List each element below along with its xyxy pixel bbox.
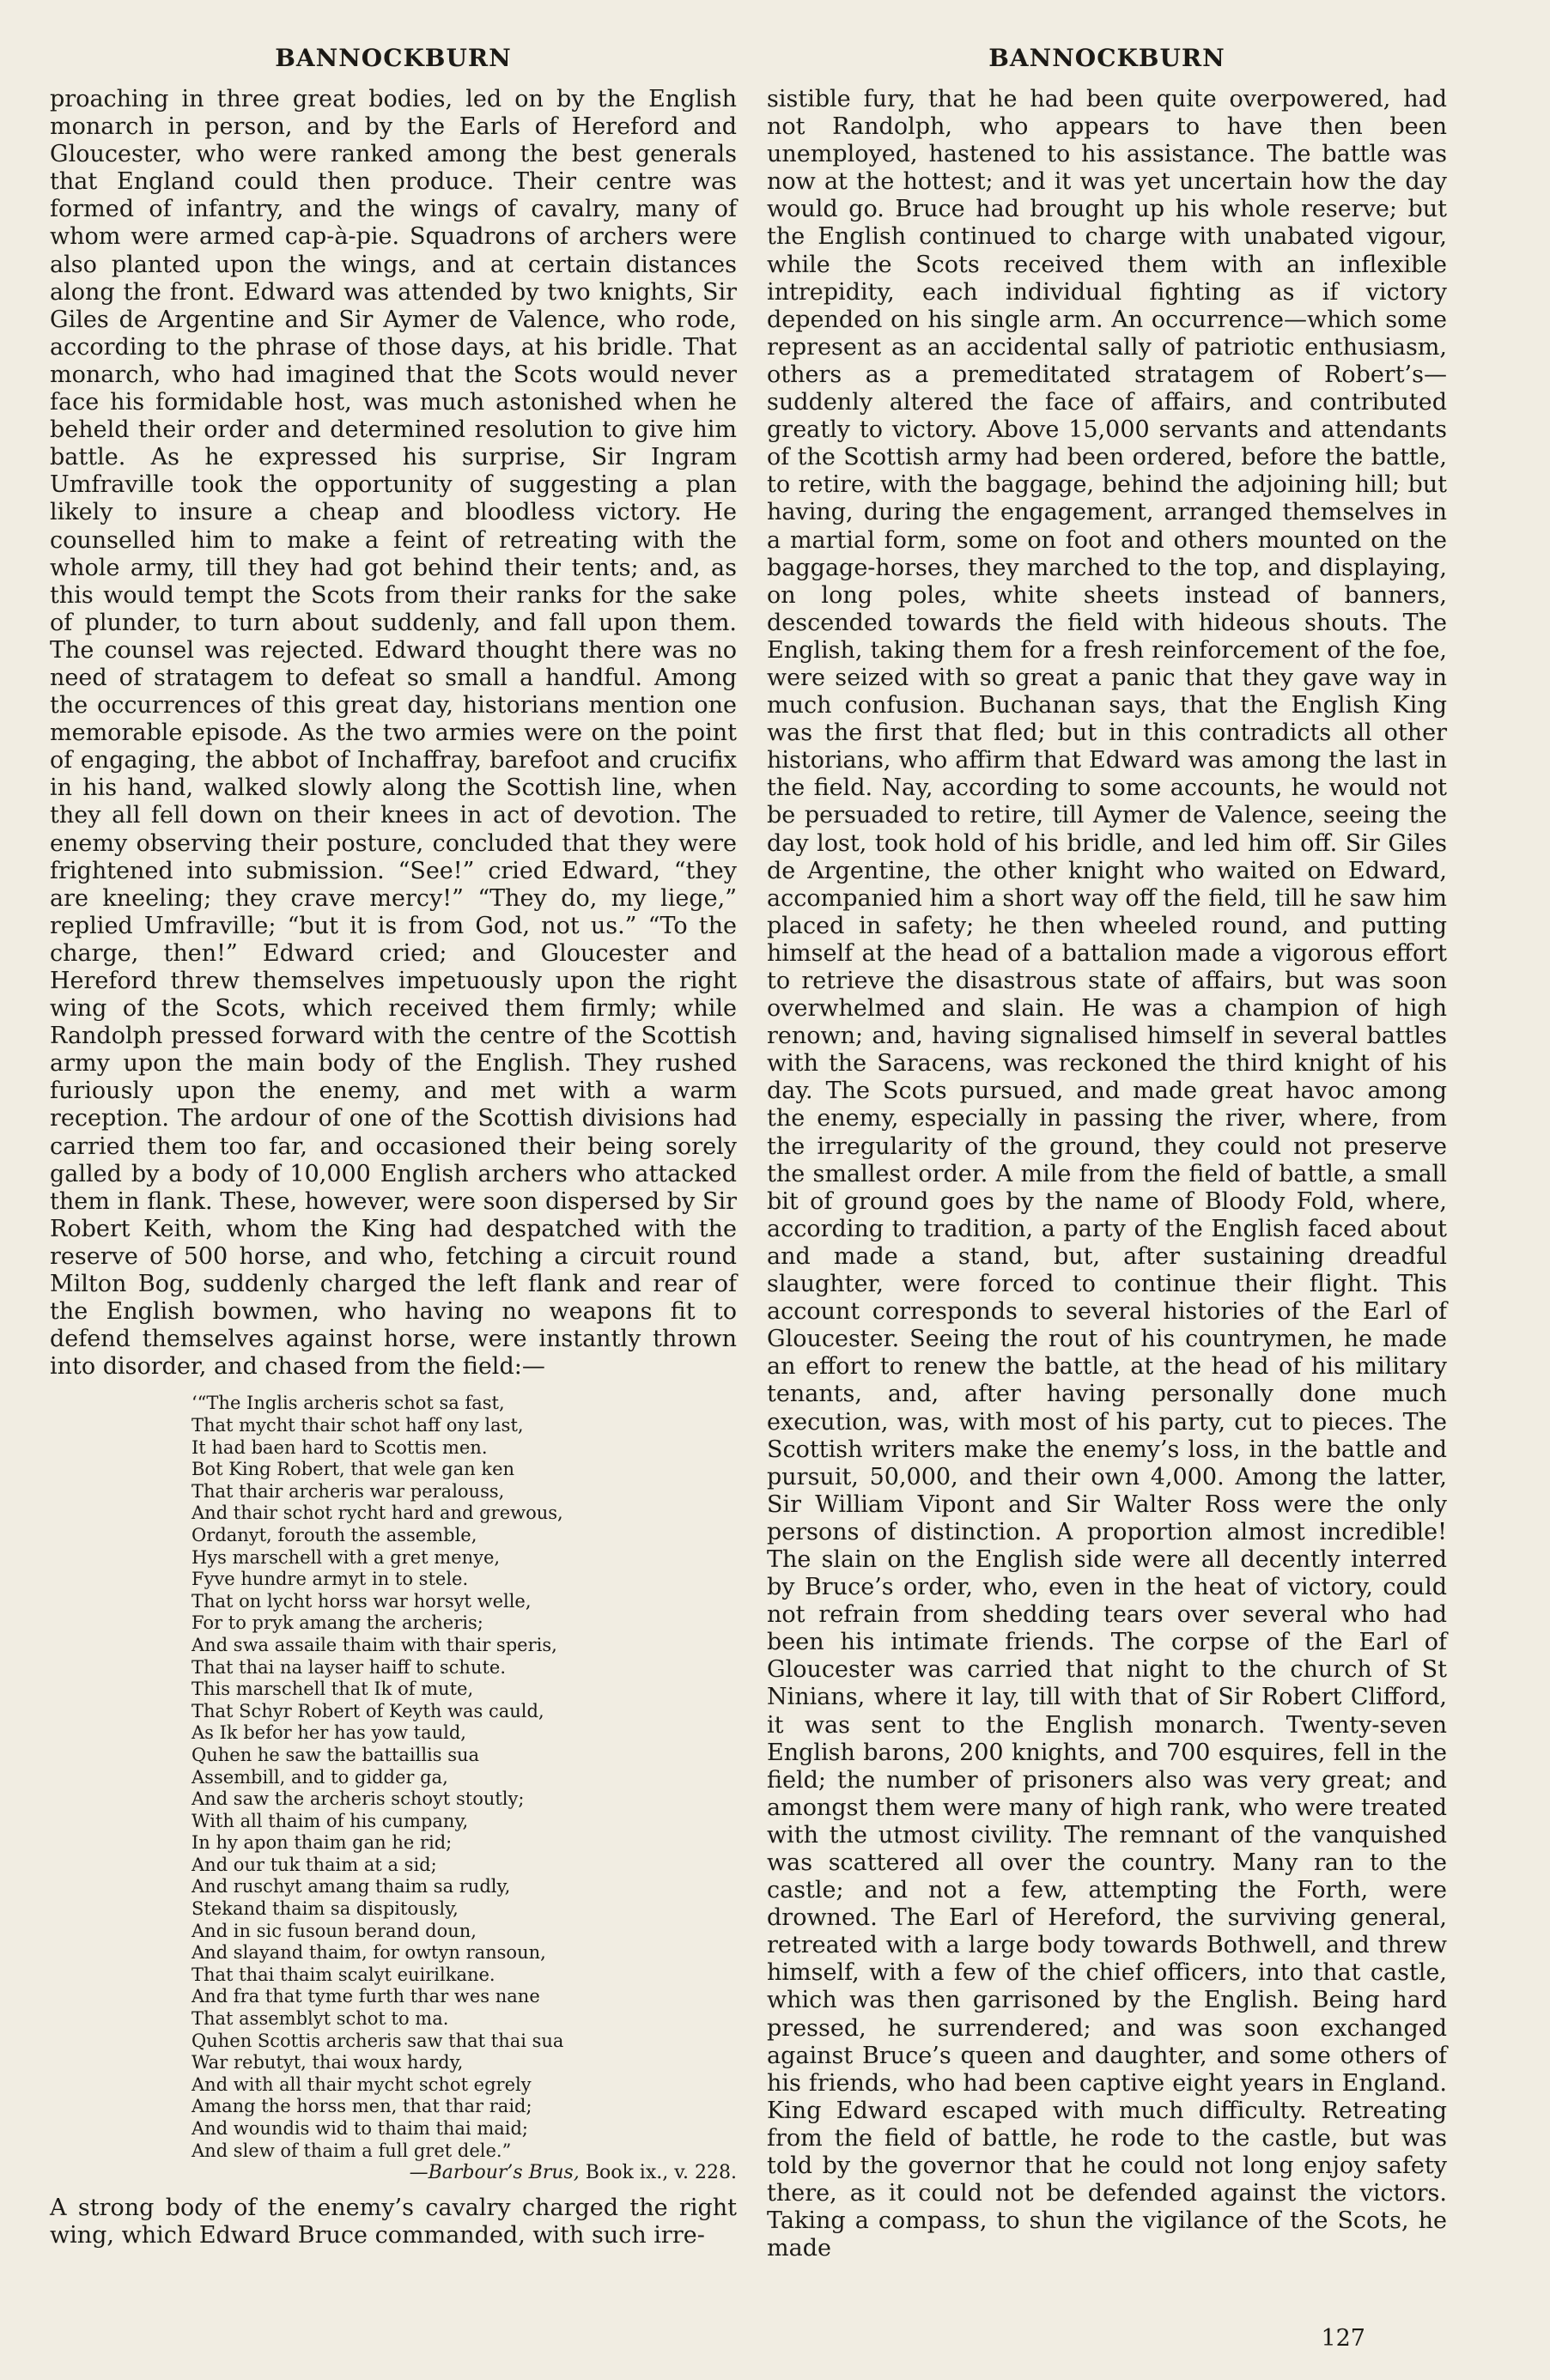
poem-line: Fyve hundre armyt in to stele.	[191, 1569, 469, 1590]
running-header-left: BANNOCKBURN	[275, 44, 512, 72]
poem-line: And in sic fusoun berand doun,	[191, 1920, 477, 1941]
poem-line: Assembill, and to gidder ga,	[191, 1766, 448, 1788]
poem-line: And woundis wid to thaim thai maid;	[191, 2118, 528, 2139]
poem-line: And fra that tyme furth thar wes nane	[191, 1986, 540, 2007]
poem-line: Bot King Robert, that wele gan ken	[191, 1459, 515, 1480]
poem-line: Ordanyt, forouth the assemble,	[191, 1524, 477, 1545]
poem-line: As Ik befor her has yow tauld,	[191, 1722, 466, 1744]
poem-line: And saw the archeris schoyt stoutly;	[191, 1788, 525, 1810]
citation-work: —Barbour’s Brus,	[409, 2162, 580, 2184]
poem-line: And our tuk thaim at a sid;	[191, 1854, 437, 1875]
poem-line: War rebutyt, thai woux hardy,	[191, 2052, 464, 2073]
poem-quotation	[191, 1393, 737, 2183]
poem-line: Hys marschell with a gret menye,	[191, 1546, 501, 1568]
poem-line: Amang the horss men, that thar raid;	[191, 2096, 532, 2117]
running-header-right: BANNOCKBURN	[988, 44, 1225, 72]
left-column	[50, 41, 737, 2249]
poem-line: In hy apon thaim gan he rid;	[191, 1832, 453, 1854]
poem-line: That thai na layser haiff to schute.	[191, 1656, 507, 1678]
page-number: 127	[1321, 2325, 1365, 2352]
poem-line: Quhen he saw the battaillis sua	[191, 1744, 480, 1765]
poem-line: This marschell that Ik of mute,	[191, 1679, 474, 1700]
right-column	[767, 41, 1447, 2262]
poem-line: That thai thaim scalyt euirilkane.	[191, 1964, 495, 1985]
poem-line: That thair archeris war peralouss,	[191, 1480, 505, 1502]
poem-line: Stekand thaim sa dispitously,	[191, 1898, 459, 1920]
poem-line: And ruschyt amang thaim sa rudly,	[191, 1876, 511, 1897]
poem-line: And with all thair mycht schot egrely	[191, 2073, 532, 2095]
paragraph: sistible fury, that he had been quite overpowered, had not Randolph, who appears to have then been unemployed, hastened to his assistance. The battle was now at the hottest; and it was yet uncertain how the day would go. Bruce had brought up his whole reserve; but the English continued to charge with unabated vigour, while the Scots received them with an inflexible intrepidity, each individual fighting as if victory depended on his single arm. An occurrence—which some represent as an accidental sally of patriotic enthusiasm, others as a premeditated stratagem of Robert’s—suddenly altered the face of affairs, and contributed greatly to victory. Above 15,000 servants and attendants of the Scottish army had been ordered, before the battle, to retire, with the baggage, behind the adjoining hill; but having, during the engagement, arranged themselves in a martial form, some on foot and others mounted on the baggage-horses, they marched to the top, and displaying, on long poles, white sheets instead of banners, descended towards the field with hideous shouts. The English, taking them for a fresh reinforcement of the foe, were seized with so great a panic that they gave way in much confusion. Buchanan says, that the English King was the first that fled; but in this contradicts all other historians, who affirm that Edward was among the last in the field. Nay, according to some accounts, he would not be persuaded to retire, till Aymer de Valence, seeing the day lost, took hold of his bridle, and led him off. Sir Giles de Argentine, the other knight who waited on Edward, accompanied him a short way off the field, till he saw him placed in safety; he then wheeled round, and putting himself at the head of a battalion made a vigorous effort to retrieve the disastrous state of affairs, but was soon overwhelmed and slain. He was a champion of high renown; and, having signalised himself in several battles with the Saracens, was reckoned the third knight of his day. The Scots pursued, and made great havoc among the enemy, especially in passing the river, where, from the irregularity of the ground, they could not preserve the smallest order. A mile from the field of battle, a small bit of ground goes by the name of Bloody Fold, where, according to tradition, a party of the English faced about and made a stand, but, after sustaining dreadful slaughter, were forced to continue their flight. This account corresponds to several histories of the Earl of Gloucester. Seeing the rout of his countrymen, he made an effort to renew the battle, at the head of his military tenants, and, after having personally done much execution, was, with most of his party, cut to pieces. The Scottish writers make the enemy’s loss, in the battle and pursuit, 50,000, and their own 4,000. Among the latter, Sir William Vipont and Sir Walter Ross were the only persons of distinction. A proportion almost incredible! The slain on the English side were all decently interred by Bruce’s order, who, even in the heat of victory, could not refrain from shedding tears over several who had been his intimate friends. The corpse of the Earl of Gloucester was carried that night to the church of St Ninians, where it lay, till with that of Sir Robert Clifford, it was sent to the English monarch. Twenty-seven English barons, 200 knights, and 700 esquires, fell in the field; the number of prisoners also was very great; and amongst them were many of high rank, who were treated with the utmost civility. The remnant of the vanquished was scattered all over the country. Many ran to the castle; and not a few, attempting the Forth, were drowned. The Earl of Hereford, the surviving general, retreated with a large body towards Bothwell, and threw himself, with a few of the chief officers, into that castle, which was then garrisoned by the English. Being hard pressed, he surrendered; and was soon exchanged against Bruce’s queen and daughter, and some others of his friends, who had been captive eight years in England. King Edward escaped with much difficulty. Retreating from the field of battle, he rode to the castle, but was told by the governor that he could not long enjoy safety there, as it could not be defended against the victors. Taking a compass, to shun the vigilance of the Scots, he made	[767, 86, 1447, 2262]
paragraph: A strong body of the enemy’s cavalry charged the right wing, which Edward Bruce commanded, with such irre-	[50, 2194, 737, 2249]
poem-line: And slayand thaim, for owtyn ransoun,	[191, 1942, 546, 1964]
poem-line: And thair schot rycht hard and grewous,	[191, 1503, 563, 1524]
poem-line: That mycht thair schot haff ony last,	[191, 1415, 524, 1436]
poem-line: Quhen Scottis archeris saw that thai sua	[191, 2030, 564, 2051]
poem-line: It had baen hard to Scottis men.	[191, 1436, 488, 1458]
poem-line: That Schyr Robert of Keyth was cauld,	[191, 1700, 544, 1721]
poem-line: And slew of thaim a full gret dele.”	[191, 2140, 512, 2161]
poem-line: That on lycht horss war horsyt welle,	[191, 1590, 532, 1612]
poem-citation	[191, 2162, 737, 2184]
paragraph: proaching in three great bodies, led on by the English monarch in person, and by the Earls of Hereford and Gloucester, who were ranked among the best generals that England could then produce. Their centre was formed of infantry, and the wings of cavalry, many of whom were armed cap-à-pie. Squadrons of archers were also planted upon the wings, and at certain distances along the front. Edward was attended by two knights, Sir Giles de Argentine and Sir Aymer de Valence, who rode, according to the phrase of those days, at his bridle. That monarch, who had imagined that the Scots would never face his formidable host, was much astonished when he beheld their order and determined resolution to give him battle. As he expressed his surprise, Sir Ingram Umfraville took the opportunity of suggesting a plan likely to insure a cheap and bloodless victory. He counselled him to make a feint of retreating with the whole army, till they had got behind their tents; and, as this would tempt the Scots from their ranks for the sake of plunder, to turn about suddenly, and fall upon them. The counsel was rejected. Edward thought there was no need of stratagem to defeat so small a handful. Among the occurrences of this great day, historians mention one memorable episode. As the two armies were on the point of engaging, the abbot of Inchaffray, barefoot and crucifix in his hand, walked slowly along the Scottish line, when they all fell down on their knees in act of devotion. The enemy observing their posture, concluded that they were frightened into submission. “See!” cried Edward, “they are kneeling; they crave mercy!” “They do, my liege,” replied Umfraville; “but it is from God, not us.” “To the charge, then!” Edward cried; and Gloucester and Hereford threw themselves impetuously upon the right wing of the Scots, which received them firmly; while Randolph pressed forward with the centre of the Scottish army upon the main body of the English. They rushed furiously upon the enemy, and met with a warm reception. The ardour of one of the Scottish divisions had carried them too far, and occasioned their being sorely galled by a body of 10,000 English archers who attacked them in flank. These, however, were soon dispersed by Sir Robert Keith, whom the King had despatched with the reserve of 500 horse, and who, fetching a circuit round Milton Bog, suddenly charged the left flank and rear of the English bowmen, who having no weapons fit to defend themselves against horse, were instantly thrown into disorder, and chased from the field:—	[50, 86, 737, 1381]
poem-line: And swa assaile thaim with thair speris,	[191, 1634, 557, 1655]
citation-reference: Book ix., v. 228.	[579, 2162, 737, 2184]
poem-line: For to pryk amang the archeris;	[191, 1612, 483, 1634]
poem-line: ‘“The Inglis archeris schot sa fast,	[191, 1393, 505, 1414]
poem-line: With all thaim of his cumpany,	[191, 1810, 469, 1831]
poem-line: That assemblyt schot to ma.	[191, 2008, 449, 2030]
